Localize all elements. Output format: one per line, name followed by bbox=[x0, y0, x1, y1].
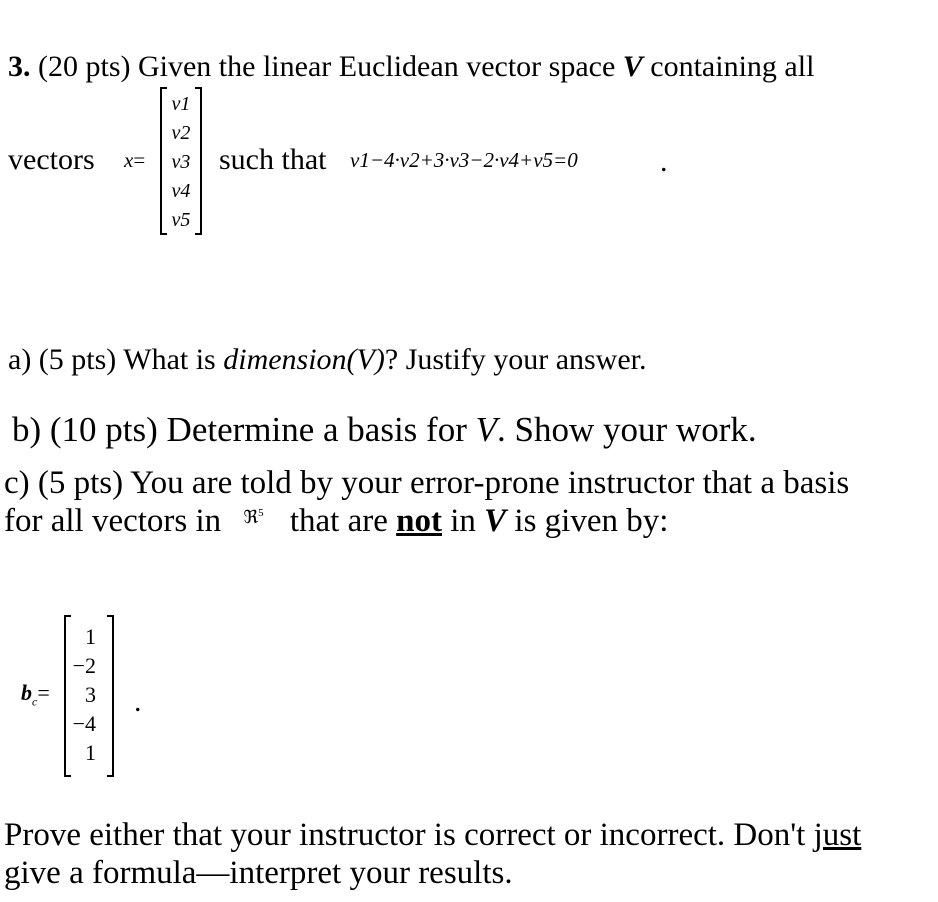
space-symbol: V bbox=[622, 50, 643, 83]
problem-tail: containing all bbox=[650, 50, 815, 83]
basis-component: −4 bbox=[72, 711, 96, 736]
part-b-symbol: V bbox=[475, 410, 498, 449]
basis-component: 1 bbox=[85, 624, 96, 649]
part-c-line2-in: in bbox=[450, 503, 476, 539]
constraint-equation: v1−4·v2+3·v3−2·v4+v5=0 bbox=[350, 148, 578, 172]
x-symbol: x bbox=[124, 148, 134, 172]
vector-component: v1 bbox=[171, 93, 191, 115]
basis-letter: b bbox=[21, 680, 32, 705]
real-space-letter: ℜ bbox=[243, 507, 259, 527]
right-bracket bbox=[107, 615, 114, 777]
part-c-symbol: V bbox=[484, 503, 507, 539]
vector-component: v5 bbox=[171, 209, 191, 231]
vector-component: v3 bbox=[171, 151, 191, 173]
real-space-symbol bbox=[243, 507, 263, 527]
closing-line1 bbox=[4, 817, 861, 854]
basis-equals: = bbox=[37, 680, 50, 705]
part-c-line2-suffix: is given by: bbox=[514, 503, 669, 539]
basis-label bbox=[21, 680, 50, 709]
part-c-line2-prefix: for all vectors in bbox=[4, 503, 222, 539]
part-a-suffix: ? Justify your answer. bbox=[384, 343, 647, 376]
such-that-text: such that bbox=[219, 143, 327, 176]
part-b bbox=[12, 410, 757, 450]
basis-subscript: c bbox=[32, 694, 38, 709]
x-label bbox=[124, 148, 145, 173]
vector-component: v2 bbox=[171, 122, 191, 144]
x-vector-matrix bbox=[160, 87, 202, 235]
part-a bbox=[8, 343, 647, 377]
part-c-line2-mid: that are bbox=[289, 503, 388, 539]
part-b-prefix: b) (10 pts) Determine a basis for bbox=[12, 410, 467, 449]
constraint-period: . bbox=[660, 145, 668, 178]
closing-line1-prefix: Prove either that your instructor is correct or incorrect. Don't bbox=[4, 817, 806, 853]
closing-line2: give a formula—interpret your results. bbox=[4, 855, 513, 891]
not-emphasis: not bbox=[396, 503, 442, 539]
basis-component: 3 bbox=[85, 682, 96, 707]
basis-vector-matrix bbox=[64, 615, 114, 777]
vectors-word: vectors bbox=[8, 143, 95, 176]
part-a-prefix: a) (5 pts) What is bbox=[8, 343, 216, 376]
x-equals: = bbox=[133, 148, 146, 172]
part-a-term: dimension(V) bbox=[223, 343, 385, 376]
part-c-line2 bbox=[4, 503, 668, 540]
vector-component: v4 bbox=[171, 180, 191, 202]
part-b-suffix: . Show your work. bbox=[497, 410, 757, 449]
problem-points: (20 pts) Given the linear Euclidean vector space bbox=[38, 50, 616, 83]
real-space-exponent: 5 bbox=[258, 507, 264, 519]
basis-component: 1 bbox=[85, 740, 96, 765]
basis-period: . bbox=[134, 685, 142, 718]
basis-component: −2 bbox=[72, 653, 96, 678]
problem-statement bbox=[8, 50, 814, 84]
part-c-line1: c) (5 pts) You are told by your error-prone instructor that a basis bbox=[4, 465, 850, 501]
problem-number: 3. bbox=[8, 50, 31, 83]
just-emphasis: just bbox=[813, 817, 862, 853]
